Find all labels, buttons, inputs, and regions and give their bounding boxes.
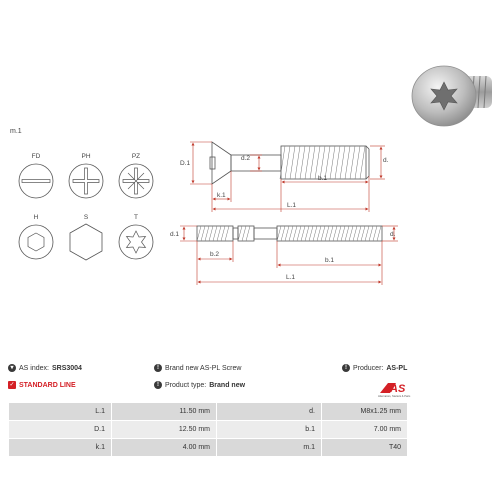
spec-label: L.1 [9,403,112,421]
producer-value: AS-PL [386,364,408,372]
as-logo [376,380,418,398]
hex-head-icon [70,224,102,260]
info-row-1 [8,364,492,378]
drive-label-h: H [33,214,39,221]
product-type-label: Product type: [165,381,207,389]
as-index-label: AS index: [19,364,49,372]
dim-bot-b1: b.1 [325,257,335,264]
product-photo [408,58,498,130]
info-bullet-icon: ! [154,381,162,389]
standard-line [8,381,76,389]
checkbox-icon: ✓ [9,382,15,388]
brand-line [154,364,241,372]
table-row [9,439,408,457]
standard-line-text: STANDARD LINE [19,381,76,389]
dim-bot-d1: d.1 [170,231,180,238]
logo-text: AS [390,383,406,395]
drive-label-t: T [134,214,138,221]
spec-label: k.1 [9,439,112,457]
spec-value: 4.00 mm [112,439,217,457]
spec-label: D.1 [9,421,112,439]
info-bullet-icon: ! [342,364,350,372]
dim-top-d2: d.2 [241,155,251,162]
pozidriv-drive-icon [119,164,153,198]
brand-line-text: Brand new AS-PL Screw [165,364,242,372]
info-row-2 [8,381,492,395]
spec-value: 12.50 mm [112,421,217,439]
thread-hatching-bottom [197,226,381,241]
flat-drive-icon [19,164,53,198]
as-index-value: SRS3004 [51,364,82,372]
spec-label: d. [217,403,322,421]
dim-top-k1: k.1 [217,192,226,199]
spec-value: 11.50 mm [112,403,217,421]
torx-drive-icon [119,225,153,259]
drive-label-fd: FD [31,153,41,160]
dim-bot-b2: b.2 [210,251,220,258]
triangle-bullet-icon: ▾ [8,364,16,372]
dim-top-b1: b.1 [318,175,328,182]
spec-value: T40 [322,439,408,457]
spec-value: 7.00 mm [322,421,408,439]
dim-bot-d: d. [390,231,396,238]
logo-subtext: Alternators, Starters & Parts [378,395,411,398]
spec-label: m.1 [217,439,322,457]
spec-table [8,402,408,457]
producer [342,364,407,372]
drive-label-ph: PH [81,153,91,160]
phillips-drive-icon [69,164,103,198]
as-index [8,364,82,372]
spec-value: M8x1.25 mm [322,403,408,421]
dim-top-L1: L.1 [287,202,297,209]
table-row [9,421,408,439]
as-logo-icon [376,380,418,398]
info-bullet-icon: ! [154,364,162,372]
drive-label-s: S [83,214,89,221]
dim-top-D1: D.1 [180,160,191,167]
spec-label: b.1 [217,421,322,439]
product-type [154,381,245,389]
table-row [9,403,408,421]
producer-label: Producer: [353,364,384,372]
product-type-value: Brand new [209,381,246,389]
group-label: m.1 [10,128,22,135]
hex-socket-icon [19,225,53,259]
drive-label-pz: PZ [131,153,141,160]
dim-bot-L1: L.1 [286,274,296,281]
dim-top-d: d. [383,157,389,164]
